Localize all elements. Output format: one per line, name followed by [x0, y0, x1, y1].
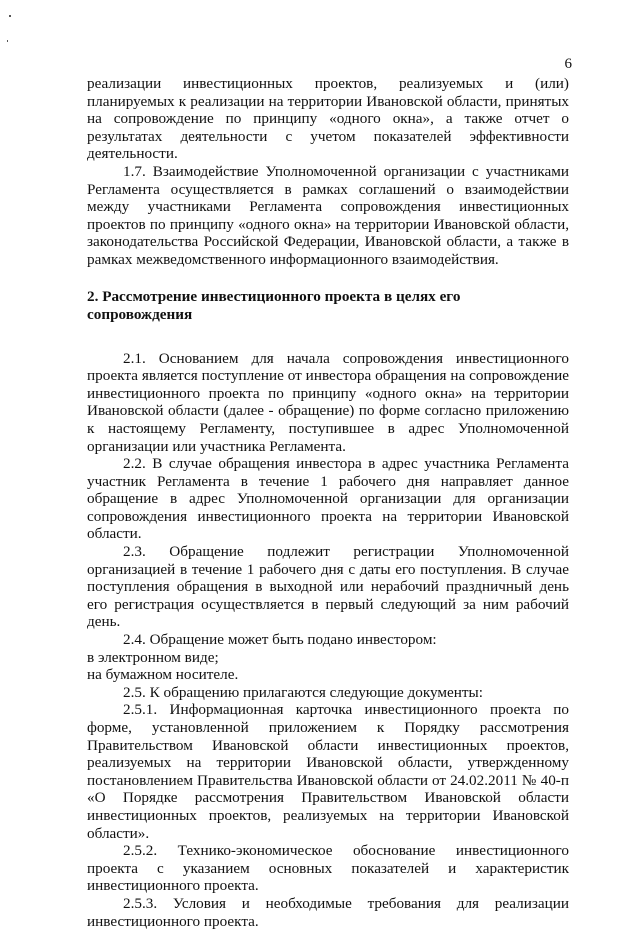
paragraph-2-3: 2.3. Обращение подлежит регистрации Уполномоченной организацией в течение 1 рабочего дня с даты его поступления. В случае поступления обращения в выходной или нерабочий праздничный день его регистрация осуществляется в первый следующий за ним рабочий день. [87, 543, 569, 631]
scan-speck [9, 15, 11, 17]
paragraph-2-4: 2.4. Обращение может быть подано инвестором: [123, 631, 437, 649]
paragraph-2-5-3: 2.5.3. Условия и необходимые требования для реализации инвестиционного проекта. [87, 894, 569, 930]
page-number: 6 [564, 56, 572, 72]
paragraph-2-5-2: 2.5.2. Технико-экономическое обоснование инвестиционного проекта с указанием основных показателей и характеристик инвестиционного проекта. [87, 842, 569, 895]
paragraph-2-5-1: 2.5.1. Информационная карточка инвестиционного проекта по форме, установленной приложением к Порядку рассмотрения Правительством Ивановской области инвестиционных проектов, реализуемых на территории Ивановской области, утвержденному постановлением Правительства Ивановской области от 24.02.2011 № 40-п «О Порядке рассмотрения Правительством Ивановской области инвестиционных проектов, реализуемых на территории Ивановской области». [87, 701, 569, 842]
paragraph-2-5: 2.5. К обращению прилагаются следующие документы: [123, 683, 483, 701]
list-item-paper: на бумажном носителе. [87, 666, 239, 684]
document-body [87, 75, 569, 930]
list-item-electronic: в электронном виде; [87, 648, 219, 666]
paragraph-2-2: 2.2. В случае обращения инвестора в адрес участника Регламента участник Регламента в течение 1 рабочего дня направляет данное обращение в адрес Уполномоченной организации для организации сопровождения инвестиционного проекта на территории Ивановской области. [87, 455, 569, 543]
scan-speck [7, 40, 8, 42]
paragraph-1-7: 1.7. Взаимодействие Уполномоченной организации с участниками Регламента осуществляется в рамках соглашений о взаимодействии между участниками Регламента сопровождения инвестиционных проектов по принципу «одного окна» на территории Ивановской области, законодательства Российской Федерации, Ивановской области, а также в рамках межведомственного информационного взаимодействия. [87, 162, 569, 268]
section-heading: 2. Рассмотрение инвестиционного проекта в целях его сопровождения [87, 287, 461, 323]
paragraph-continuation: реализации инвестиционных проектов, реализуемых и (или) планируемых к реализации на территории Ивановской области, принятых на сопровождение по принципу «одного окна», а также отчет о результатах деятельности с учетом показателей эффективности деятельности. [87, 75, 569, 163]
paragraph-2-1: 2.1. Основанием для начала сопровождения инвестиционного проекта является поступление от инвестора обращения на сопровождение инвестиционного проекта по принципу «одного окна» на территории Ивановской области (далее - обращение) по форме согласно приложению к настоящему Регламенту, поступившее в адрес Уполномоченной организации или участника Регламента. [87, 349, 569, 455]
